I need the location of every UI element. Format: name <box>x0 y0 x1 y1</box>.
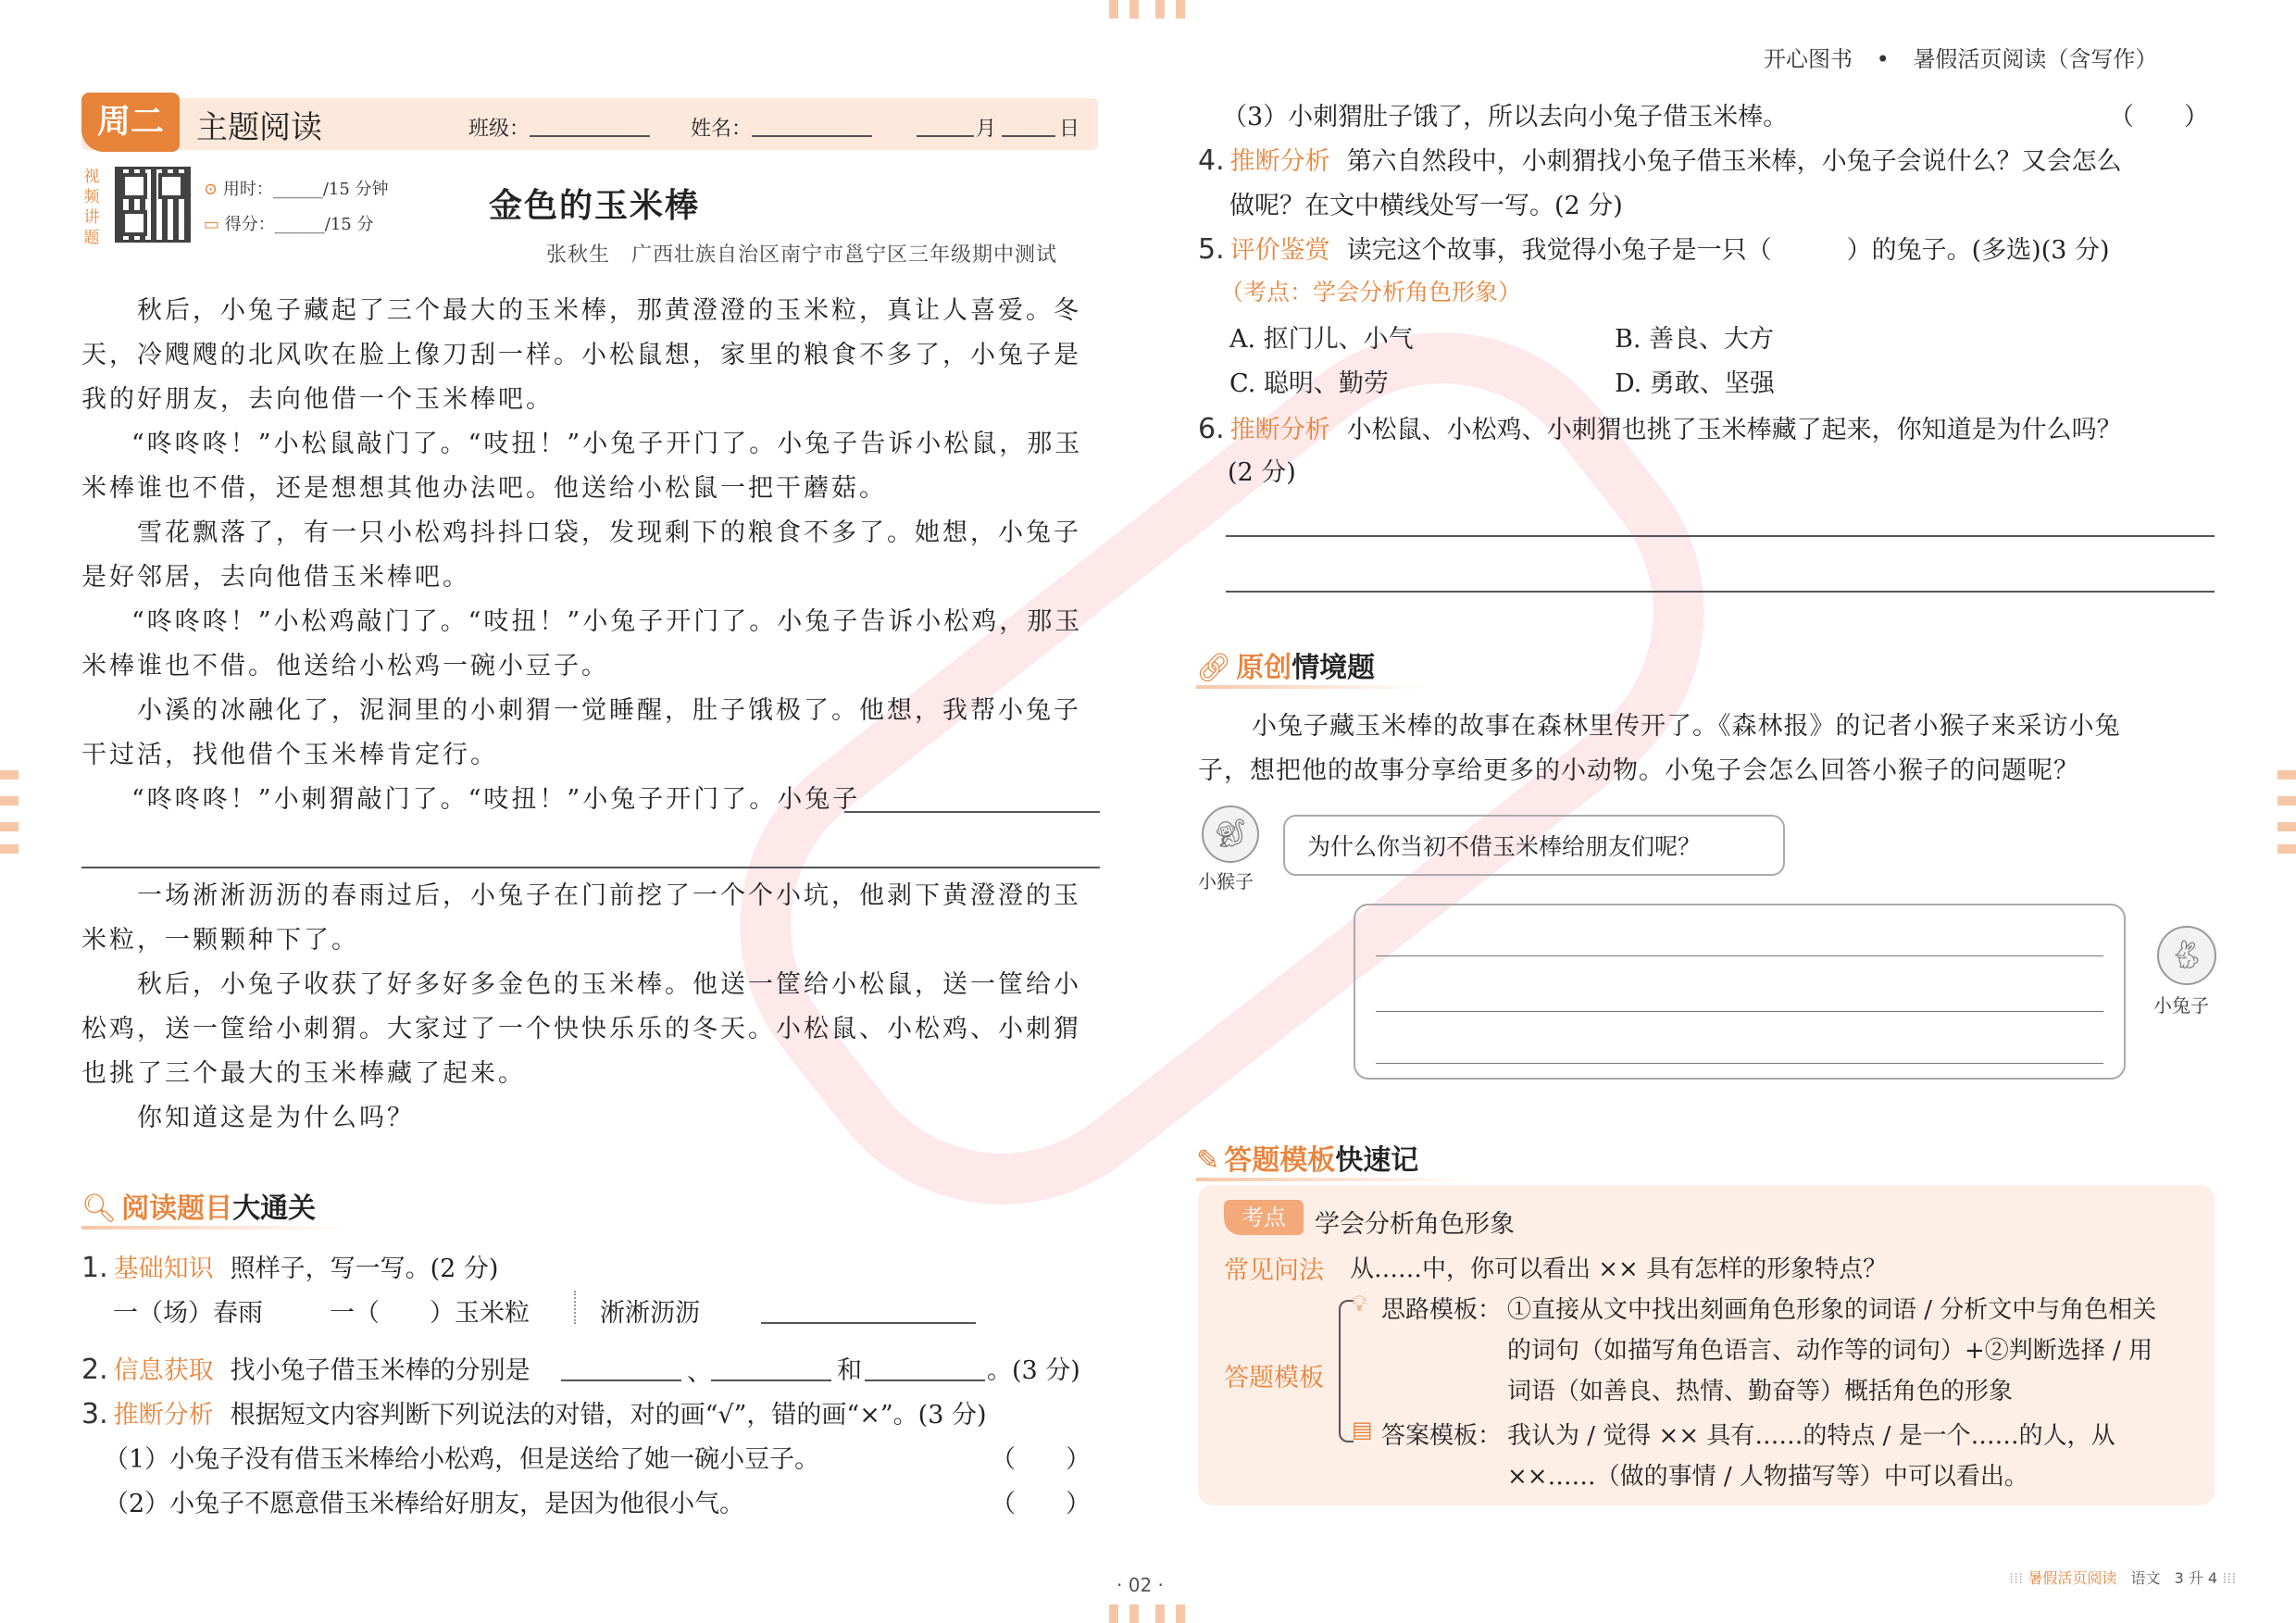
q6-number: 6. <box>1198 413 1225 445</box>
bottom-edge-mark <box>1176 1604 1185 1623</box>
q1-example-2[interactable]: 一（ ）玉米粒 <box>330 1299 530 1328</box>
name-blank[interactable] <box>752 135 872 137</box>
article-paragraph-4: “咚咚咚！”小松鸡敲门了。“吱扭！”小兔子开门了。小兔子告诉小松鸡，那玉米棒谁也不借。他送给小松鸡一碗小豆子。 <box>81 607 1083 680</box>
answer-label: 答案模板： <box>1381 1422 1503 1450</box>
answer-blank-q4-line2[interactable] <box>81 867 1100 868</box>
q1-divider <box>574 1291 576 1324</box>
article-paragraph-3: 雪花飘落了，有一只小松鸡抖抖口袋，发现剩下的粮食不多了。她想，小兔子是好邻居，去向他借玉米棒吧。 <box>81 518 1081 592</box>
point-tag: 考点 <box>1224 1200 1304 1235</box>
q3-text: 根据短文内容判断下列说法的对错，对的画“√”，错的画“×”。(3 分) <box>230 1401 987 1429</box>
original-heading-orange: 原创 <box>1236 652 1292 684</box>
q1-example-3: 淅淅沥沥 <box>600 1299 700 1328</box>
bottom-edge-mark <box>1129 1604 1139 1623</box>
q5-option-a[interactable]: A. 抠门儿、小气 <box>1229 325 1414 354</box>
rabbit-label: 小兔子 <box>2153 994 2209 1017</box>
q3-statement-1: （1）小兔子没有借玉米棒给小松鸡，但是送给了她一碗小豆子。 <box>104 1445 820 1474</box>
pen-icon: ✎ <box>1196 1144 1220 1177</box>
q3-number: 3. <box>81 1398 108 1430</box>
footer-brand: ⁞⁞⁞ 暑假活页阅读 语文 3 升 4 ⁞⁞⁞ <box>2009 1569 2237 1587</box>
common-text: 从……中，你可以看出 ×× 具有怎样的形象特点？ <box>1350 1255 1888 1283</box>
article-paragraph-8: 秋后，小兔子收获了好多好多金色的玉米棒。他送一筐给小松鼠，送一筐给小松鸡，送一筐给小刺猬。大家过了一个快快乐乐的冬天。小松鼠、小松鸡、小刺猬也挑了三个最大的玉米棒藏了起来。 <box>81 970 1081 1088</box>
time-text: 用时：______/15 分钟 <box>222 180 389 199</box>
idea-line-3: 词语（如善良、热情、勤奋等）概括角色的形象 <box>1507 1378 2014 1405</box>
article-paragraph-1: 秋后，小兔子藏起了三个最大的玉米棒，那黄澄澄的玉米粒，真让人喜爱。冬天，冷飕飕的北风吹在脸上像刀刮一样。小松鼠想，家里的粮食不多了，小兔子是我的好朋友，去向他借一个玉米棒吧。 <box>81 296 1081 414</box>
video-label: 视频讲题 <box>83 168 100 247</box>
q4-tag: 推断分析 <box>1229 147 1330 176</box>
q6-text: 小松鼠、小松鸡、小刺猬也挑了玉米棒藏了起来，你知道是为什么吗？ <box>1346 416 2122 444</box>
idea-line-2: 的词句（如描写角色语言、动作等的词句）+②判断选择 / 用 <box>1507 1337 2153 1365</box>
rabbit-answer-line-1[interactable] <box>1376 955 2103 956</box>
question-4 <box>1198 141 2122 177</box>
month-blank[interactable] <box>917 135 974 137</box>
top-edge-mark <box>1155 0 1165 19</box>
answer-line-1: 我认为 / 觉得 ×× 具有……的特点 / 是一个……的人，从 <box>1507 1422 2115 1450</box>
footer-subject: 语文 <box>2130 1569 2161 1587</box>
q3-statement-3: （3）小刺猬肚子饿了，所以去向小兔子借玉米棒。 <box>1222 103 1789 131</box>
q5-option-d[interactable]: D. 勇敢、坚强 <box>1615 369 1775 398</box>
rabbit-answer-bubble <box>1354 904 2126 1080</box>
article-paragraph-2: “咚咚咚！”小松鼠敲门了。“吱扭！”小兔子开门了。小兔子告诉小松鼠，那玉米棒谁也不借，还是想想其他办法吧。他送给小松鼠一把干蘑菇。 <box>81 430 1083 503</box>
right-edge-mark <box>2277 844 2296 854</box>
q5-tag: 评价鉴赏 <box>1229 236 1330 265</box>
q2-comma: 、 <box>687 1358 712 1387</box>
magnifier-icon: 🔍︎ <box>81 1192 118 1225</box>
point-text: 学会分析角色形象 <box>1315 1210 1515 1239</box>
template-heading-black: 快速记 <box>1335 1144 1419 1177</box>
template-heading-orange: 答题模板 <box>1224 1144 1336 1177</box>
footer-grade: 3 升 4 <box>2174 1569 2218 1587</box>
bottom-edge-mark <box>1109 1604 1118 1623</box>
idea-label: 思路模板： <box>1381 1296 1503 1324</box>
q4-text-cont: 做呢？在文中横线处写一写。(2 分) <box>1229 192 1623 220</box>
day-badge: 周二 <box>81 93 180 152</box>
q2-blank-1[interactable] <box>561 1380 681 1381</box>
q6-answer-line-1[interactable] <box>1226 535 2215 537</box>
link-icon: 🔗︎ <box>1196 652 1232 684</box>
q2-tag: 信息获取 <box>113 1356 214 1385</box>
article-byline: 张秋生 广西壮族自治区南宁市邕宁区三年级期中测试 <box>546 243 1058 267</box>
q3-tag: 推断分析 <box>113 1401 214 1429</box>
question-5 <box>1198 230 2110 266</box>
q6-text-cont: (2 分) <box>1228 458 1296 487</box>
score-text: 得分：______/15 分 <box>224 215 374 234</box>
book-icon: ▭ <box>204 215 220 234</box>
rabbit-avatar-icon: 🐇︎ <box>2157 926 2216 985</box>
note-icon: ▤ <box>1352 1417 1373 1442</box>
template-heading-underline <box>1196 1178 1474 1181</box>
monkey-avatar-icon: 🐒︎ <box>1202 805 1259 863</box>
left-edge-mark <box>0 822 19 831</box>
q3-answer-1[interactable]: （ ） <box>991 1445 1091 1474</box>
reading-heading-black: 大通关 <box>232 1192 317 1225</box>
month-label: 月 <box>976 118 997 141</box>
section-title: 主题阅读 <box>196 109 322 146</box>
score-field <box>204 211 373 235</box>
rabbit-answer-line-3[interactable] <box>1376 1063 2103 1064</box>
left-edge-mark <box>0 770 19 780</box>
q2-end: 。(3 分) <box>987 1356 1080 1385</box>
bulb-icon: 💡︎ <box>1352 1291 1367 1317</box>
rabbit-answer-line-2[interactable] <box>1376 1011 2103 1012</box>
series-title: 暑假活页阅读（含写作） <box>1913 46 2158 72</box>
question-3 <box>81 1394 987 1430</box>
q1-example-1: 一（场）春雨 <box>113 1299 263 1328</box>
qr-code-icon[interactable] <box>115 167 191 243</box>
q5-text[interactable]: 读完这个故事，我觉得小兔子是一只（ ）的兔子。(多选)(3 分) <box>1346 236 2110 265</box>
original-section-heading <box>1196 644 1375 685</box>
q2-blank-3[interactable] <box>865 1380 985 1381</box>
time-field <box>204 176 389 200</box>
q1-answer-blank[interactable] <box>761 1322 976 1324</box>
idea-line-1: ①直接从文中找出刻画角色形象的词语 / 分析文中与角色相关 <box>1507 1296 2157 1324</box>
heading-underline <box>81 1226 350 1230</box>
original-heading-black: 情境题 <box>1292 652 1376 684</box>
right-edge-mark <box>2277 822 2296 831</box>
monkey-question: 为什么你当初不借玉米棒给朋友们呢？ <box>1307 833 1702 860</box>
q3-answer-2[interactable]: （ ） <box>991 1490 1091 1518</box>
q2-number: 2. <box>81 1354 108 1386</box>
q6-answer-line-2[interactable] <box>1226 591 2215 593</box>
publisher: 开心图书 <box>1764 46 1853 72</box>
answer-blank-q4-line1[interactable] <box>844 811 1100 813</box>
q3-statement-2: （2）小兔子不愿意借玉米棒给好朋友，是因为他很小气。 <box>104 1490 745 1518</box>
q2-blank-2[interactable] <box>711 1380 831 1381</box>
q2-and: 和 <box>837 1356 862 1385</box>
q2-text: 找小兔子借玉米棒的分别是 <box>230 1356 530 1385</box>
top-edge-mark <box>1176 0 1185 19</box>
article-paragraph-5: 小溪的冰融化了，泥洞里的小刺猬一觉睡醒，肚子饿极了。他想，我帮小兔子干过活，找他借个玉米棒肯定行。 <box>81 696 1081 769</box>
right-edge-mark <box>2277 796 2296 805</box>
q1-number: 1. <box>81 1252 108 1284</box>
clock-icon: ⊙ <box>204 180 218 199</box>
bottom-edge-mark <box>1155 1604 1165 1623</box>
left-edge-mark <box>0 844 19 854</box>
page-number: · 02 · <box>1117 1574 1164 1596</box>
article-paragraph-7: 一场淅淅沥沥的春雨过后，小兔子在门前挖了一个个小坑，他剥下黄澄澄的玉米粒，一颗颗种下了。 <box>81 881 1081 955</box>
class-blank[interactable] <box>530 135 650 137</box>
original-intro-2: 子，想把他的故事分享给更多的小动物。小兔子会怎么回答小猴子的问题呢？ <box>1198 756 2079 785</box>
name-label: 姓名： <box>691 118 753 141</box>
question-6 <box>1198 409 2122 445</box>
q5-option-c[interactable]: C. 聪明、勤劳 <box>1229 369 1389 398</box>
class-label: 班级： <box>468 118 530 141</box>
q4-text: 第六自然段中，小刺猬找小兔子借玉米棒，小兔子会说什么？又会怎么 <box>1346 147 2122 176</box>
day-label: 日 <box>1059 118 1080 141</box>
original-heading-underline <box>1196 685 1428 689</box>
question-2 <box>81 1350 530 1386</box>
running-header: 开心图书 • 暑假活页阅读（含写作） <box>1764 46 2158 72</box>
q5-point: （考点：学会分析角色形象） <box>1220 279 1522 306</box>
q5-option-b[interactable]: B. 善良、大方 <box>1615 325 1775 354</box>
template-section-heading <box>1196 1137 1418 1178</box>
answer-template-label: 答题模板 <box>1224 1364 1324 1392</box>
article-title: 金色的玉米棒 <box>489 186 701 225</box>
article-paragraph-9: 你知道这是为什么吗？ <box>137 1104 415 1132</box>
left-edge-mark <box>0 796 19 805</box>
reading-heading-orange: 阅读题目 <box>121 1192 233 1225</box>
top-edge-mark <box>1129 0 1139 19</box>
top-edge-mark <box>1109 0 1118 19</box>
q1-tag: 基础知识 <box>113 1255 214 1283</box>
question-1 <box>81 1248 498 1284</box>
monkey-label: 小猴子 <box>1198 870 1254 893</box>
day-blank[interactable] <box>1002 135 1055 137</box>
right-edge-mark <box>2277 770 2296 780</box>
article-paragraph-6: “咚咚咚！”小刺猬敲门了。“吱扭！”小兔子开门了。小兔子 <box>131 785 861 814</box>
q4-number: 4. <box>1198 144 1225 177</box>
reading-section-heading <box>81 1185 316 1226</box>
q5-number: 5. <box>1198 233 1225 266</box>
q6-tag: 推断分析 <box>1229 416 1330 444</box>
q3-answer-3[interactable]: （ ） <box>2109 103 2209 131</box>
q1-text: 照样子，写一写。(2 分) <box>230 1255 499 1283</box>
answer-line-2: ××……（做的事情 / 人物描写等）中可以看出。 <box>1507 1463 2028 1491</box>
common-label: 常见问法 <box>1224 1256 1324 1285</box>
original-intro-1: 小兔子藏玉米棒的故事在森林里传开了。《森林报》的记者小猴子来采访小兔 <box>1252 712 2121 741</box>
footer-brand-name: 暑假活页阅读 <box>2028 1569 2117 1587</box>
